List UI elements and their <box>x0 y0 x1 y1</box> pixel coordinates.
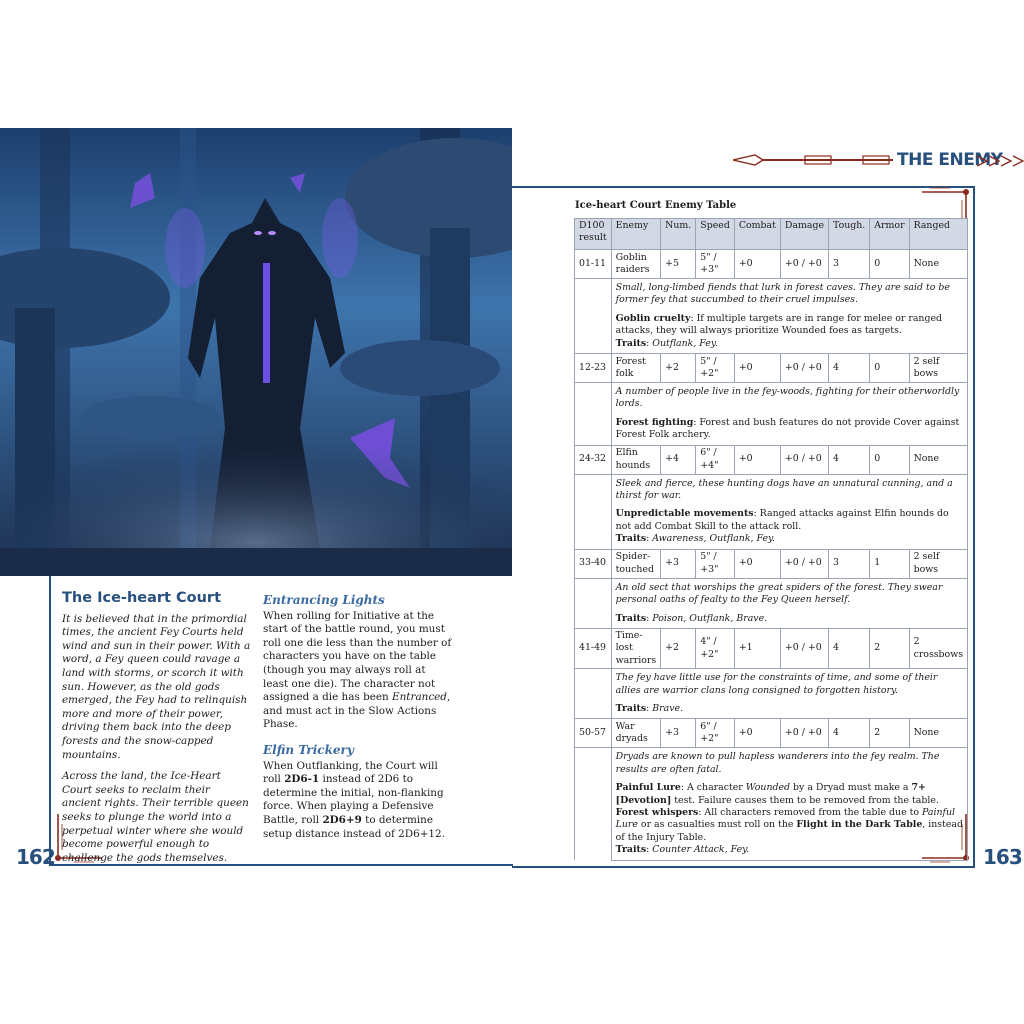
traits-line: Traits: Brave. <box>615 702 684 714</box>
column-header: Speed <box>696 219 735 250</box>
table-row <box>575 719 968 748</box>
table-header-row <box>575 219 968 250</box>
table-row <box>575 354 968 383</box>
table-cell-roll: 12-23 <box>575 354 612 383</box>
table-cell-enemy: Spider-touched <box>611 549 661 578</box>
table-cell-combat: +0 <box>734 719 780 748</box>
table-cell-armor: 0 <box>870 445 909 474</box>
table-cell-combat: +0 <box>734 354 780 383</box>
header-flourish-icon <box>975 154 1024 168</box>
flavor-text: The fey have little use for the constraints of time, and some of their allies are warrior clans long consigned to forgotten history. <box>615 672 938 696</box>
flavor-text: An old sect that worships the great spiders of the forest. They swear personal oaths of fealty to the Fey Queen herself. <box>615 581 943 606</box>
table-cell-enemy: War dryads <box>611 719 661 748</box>
table-cell-ranged: 2 self bows <box>909 354 967 383</box>
rule-text: When Outflanking, the Court will roll 2D6-1 instead of 2D6 to determine the initial, non-flanking force. When playing a Defensive Battle, roll 2D6+9 to determine setup distance instead of 2D6+12. <box>263 759 445 840</box>
enemy-description <box>611 279 967 354</box>
column-header: Num. <box>661 219 696 250</box>
table-description-row <box>575 279 968 354</box>
rule-heading: Elfin Trickery <box>263 742 354 757</box>
table-cell-roll: 01-11 <box>575 250 612 279</box>
table-cell-tough: 4 <box>829 354 870 383</box>
table-cell-roll: 50-57 <box>575 719 612 748</box>
section-title: The Ice-heart Court <box>62 590 222 606</box>
enemy-description <box>611 748 967 860</box>
table-blank-cell <box>575 474 612 549</box>
flavor-text: Dryads are known to pull hapless wanderers into the fey realm. The results are often fatal. <box>615 751 940 775</box>
table-cell-num: +2 <box>661 354 696 383</box>
table-cell-damage: +0 / +0 <box>780 354 828 383</box>
spear-ornament-icon <box>733 152 893 168</box>
enemy-description <box>611 383 967 446</box>
special-rule: Goblin cruelty: If multiple targets are in range for melee or ranged attacks, they will always prioritize Wounded foes as targets. <box>615 312 943 337</box>
table-cell-num: +4 <box>661 445 696 474</box>
table-cell-armor: 0 <box>870 250 909 279</box>
special-rule: Forest fighting: Forest and bush features do not provide Cover against Forest Folk archery. <box>615 416 960 441</box>
table-cell-enemy: Elfin hounds <box>611 445 661 474</box>
table-blank-cell <box>575 279 612 354</box>
chapter-header: THE ENEMY <box>897 150 1003 170</box>
table-cell-roll: 41-49 <box>575 628 612 668</box>
table-blank-cell <box>575 669 612 719</box>
table-row <box>575 628 968 668</box>
table-cell-speed: 5" / +3" <box>696 250 735 279</box>
table-cell-armor: 0 <box>870 354 909 383</box>
table-cell-ranged: None <box>909 719 967 748</box>
table-description-row <box>575 578 968 628</box>
traits-line: Traits: Awareness, Outflank, Fey. <box>615 533 776 545</box>
enemy-description <box>611 669 967 719</box>
special-rule: Unpredictable movements: Ranged attacks against Elfin hounds do not add Combat Skill to the attack roll. <box>615 508 949 532</box>
special-rule: Forest whispers: All characters removed from the table due to Painful Lure or as casualties must roll on the Flight in the Dark Table, instead of the Injury Table. <box>615 806 964 843</box>
table-row <box>575 445 968 474</box>
table-blank-cell <box>575 578 612 628</box>
column-header: Ranged <box>909 219 967 250</box>
rules-column <box>263 594 453 849</box>
special-rule: Painful Lure: A character Wounded by a Dryad must make a 7+ [Devotion] test. Failure causes them to be removed from the table. <box>615 782 939 806</box>
table-cell-speed: 6" / +2" <box>696 719 735 748</box>
enemy-description <box>611 578 967 628</box>
table-cell-ranged: 2 self bows <box>909 549 967 578</box>
rule-heading: Entrancing Lights <box>263 593 385 607</box>
table-cell-damage: +0 / +0 <box>780 628 828 668</box>
table-cell-ranged: None <box>909 250 967 279</box>
table-cell-tough: 3 <box>829 250 870 279</box>
table-description-row <box>575 669 968 719</box>
intro-column <box>62 592 252 873</box>
table-cell-speed: 5" / +2" <box>696 354 735 383</box>
table-cell-armor: 2 <box>870 628 909 668</box>
table-cell-damage: +0 / +0 <box>780 445 828 474</box>
rule-text: When rolling for Initiative at the start of the battle round, you must roll one die less than the number of characters you have on the table (though you may always roll at least one die). The character not assigned a die has been Entranced, and must act in the Slow Actions Phase. <box>263 609 452 731</box>
table-cell-num: +3 <box>661 719 696 748</box>
table-cell-ranged: None <box>909 445 967 474</box>
flavor-text: Small, long-limbed fiends that lurk in forest caves. They are said to be former fey that succumbed to their cruel impulses. <box>615 282 950 306</box>
table-cell-tough: 3 <box>829 549 870 578</box>
table-cell-damage: +0 / +0 <box>780 250 828 279</box>
table-description-row <box>575 474 968 549</box>
table-cell-tough: 4 <box>829 445 870 474</box>
table-cell-combat: +0 <box>734 445 780 474</box>
table-cell-damage: +0 / +0 <box>780 719 828 748</box>
table-blank-cell <box>575 383 612 446</box>
table-cell-armor: 1 <box>870 549 909 578</box>
table-cell-armor: 2 <box>870 719 909 748</box>
enemy-table <box>574 218 968 861</box>
table-row <box>575 549 968 578</box>
table-cell-enemy: Time-lost warriors <box>611 628 661 668</box>
enemy-description <box>611 474 967 549</box>
column-header: Tough. <box>829 219 870 250</box>
table-description-row <box>575 383 968 446</box>
table-cell-combat: +0 <box>734 549 780 578</box>
flavor-text: Sleek and fierce, these hunting dogs have an unnatural cunning, and a thirst for war. <box>615 477 953 502</box>
table-blank-cell <box>575 748 612 860</box>
table-cell-speed: 5" / +3" <box>696 549 735 578</box>
traits-line: Traits: Counter Attack, Fey. <box>615 844 750 856</box>
table-cell-num: +3 <box>661 549 696 578</box>
table-cell-damage: +0 / +0 <box>780 549 828 578</box>
table-title: Ice-heart Court Enemy Table <box>575 200 737 211</box>
column-header: Enemy <box>611 219 661 250</box>
page-number-left: 162 <box>16 845 55 869</box>
traits-line: Traits: Outflank, Fey. <box>615 337 718 349</box>
table-cell-ranged: 2 crossbows <box>909 628 967 668</box>
page-number-right: 163 <box>983 845 1022 869</box>
table-row <box>575 250 968 279</box>
illustration-fey-knight <box>0 128 512 576</box>
table-cell-speed: 6" / +4" <box>696 445 735 474</box>
table-cell-roll: 24-32 <box>575 445 612 474</box>
table-cell-num: +2 <box>661 628 696 668</box>
column-header: Armor <box>870 219 909 250</box>
table-cell-enemy: Forest folk <box>611 354 661 383</box>
column-header: Combat <box>734 219 780 250</box>
column-header: D100 result <box>575 219 612 250</box>
intro-paragraph: It is believed that in the primordial times, the ancient Fey Courts held wind and sun in their power. With a word, a Fey queen could ravage a land with storms, or scorch it with sun. However, as the old gods emerged, the Fey had to relinquish more and more of their power, driving them back into the deep forests and the snow-capped mountains. <box>62 612 251 761</box>
table-cell-roll: 33-40 <box>575 549 612 578</box>
table-cell-speed: 4" / +2" <box>696 628 735 668</box>
table-cell-tough: 4 <box>829 719 870 748</box>
column-header: Damage <box>780 219 828 250</box>
table-cell-combat: +1 <box>734 628 780 668</box>
table-cell-tough: 4 <box>829 628 870 668</box>
table-description-row <box>575 748 968 860</box>
table-cell-combat: +0 <box>734 250 780 279</box>
table-cell-num: +5 <box>661 250 696 279</box>
table-cell-enemy: Goblin raiders <box>611 250 661 279</box>
flavor-text: A number of people live in the fey-woods, fighting for their otherworldly lords. <box>615 386 960 410</box>
intro-paragraph: Across the land, the Ice-Heart Court seeks to reclaim their ancient rights. Their terrible queen seeks to plunge the world into a perpetual winter where she would become powerful enough to challenge the gods themselves. <box>62 770 249 864</box>
traits-line: Traits: Poison, Outflank, Brave. <box>615 612 768 624</box>
